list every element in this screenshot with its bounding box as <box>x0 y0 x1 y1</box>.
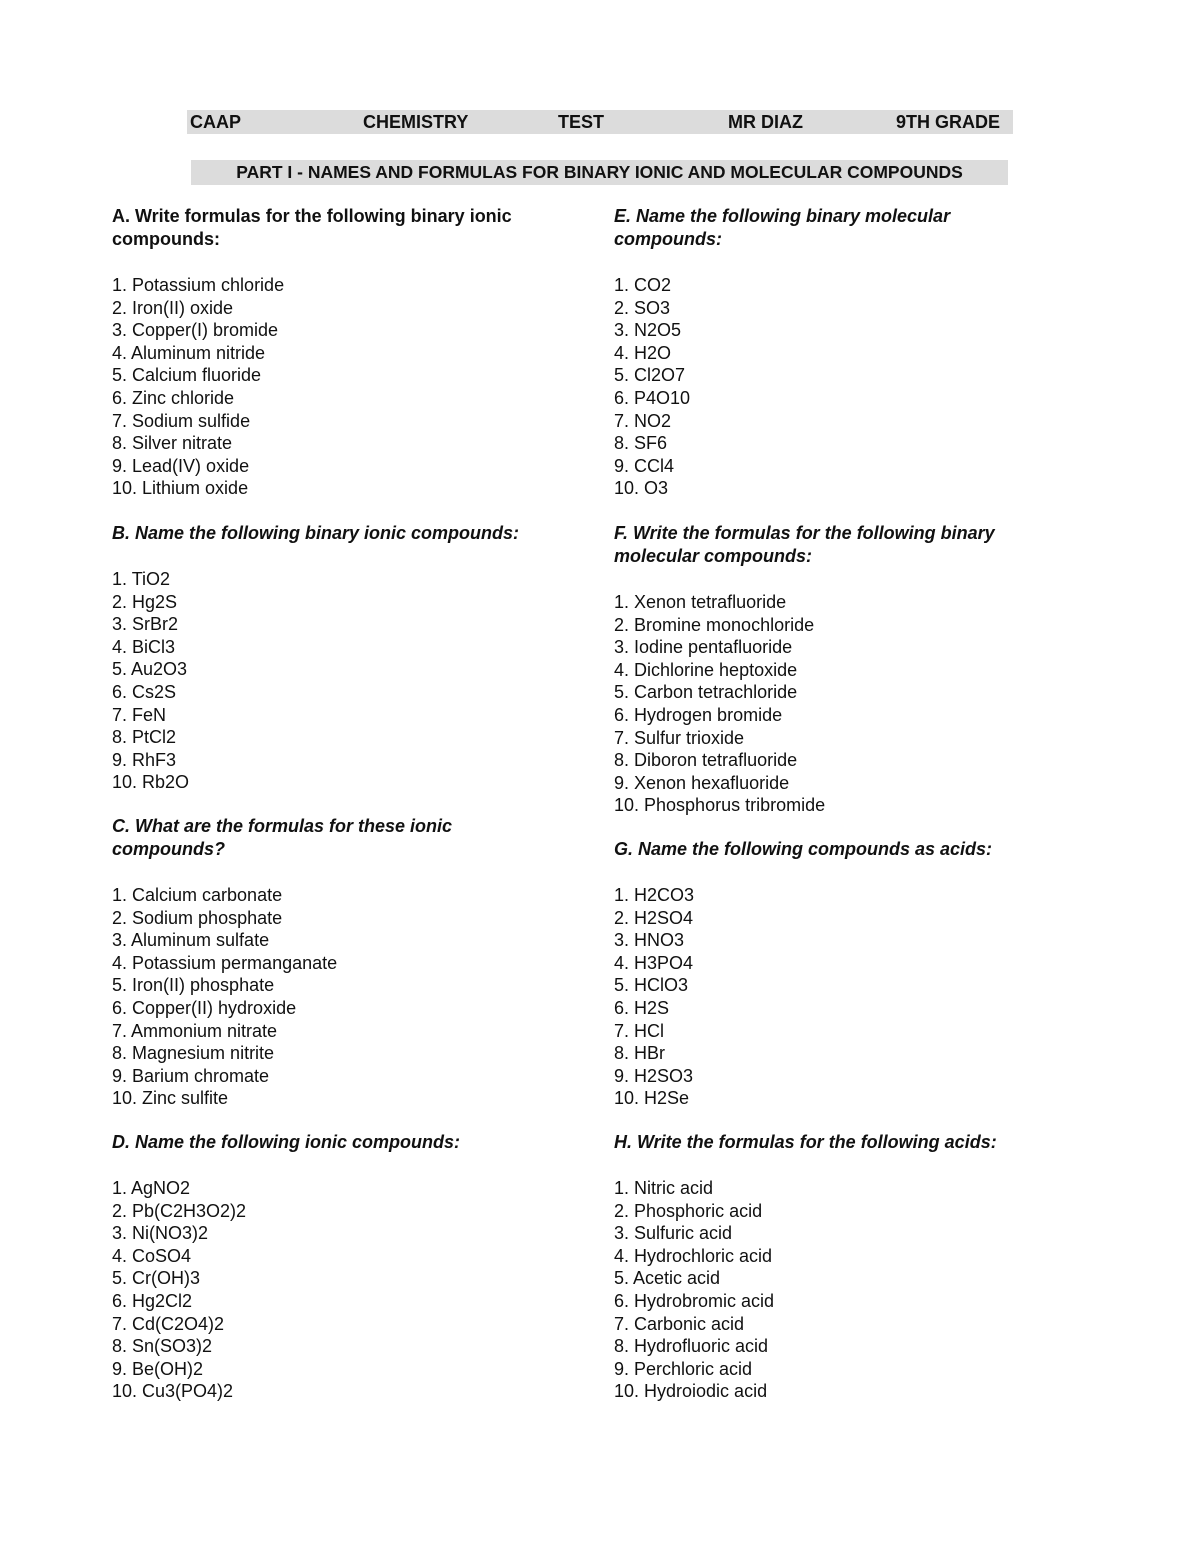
list-item: 10. Phosphorus tribromide <box>614 795 826 816</box>
list-item: 4. H2O <box>614 342 672 363</box>
list-item: 8. Magnesium nitrite <box>112 1043 275 1064</box>
list-item: 8. Diboron tetrafluoride <box>614 750 798 771</box>
list-item: 10. Zinc sulfite <box>112 1088 229 1109</box>
header-type: TEST <box>558 112 605 132</box>
list-item: 1. Potassium chloride <box>112 275 285 295</box>
list-item: 10. Hydroiodic acid <box>614 1381 768 1402</box>
section-e <box>614 205 1054 500</box>
list-item: 10. H2Se <box>614 1088 690 1109</box>
list-item: 7. HCl <box>614 1020 665 1041</box>
list-item: 9. RhF3 <box>112 749 177 770</box>
list-item: 8. HBr <box>614 1043 666 1064</box>
list-item: 1. CO2 <box>614 275 672 295</box>
list-item: 5. Carbon tetrachloride <box>614 682 798 703</box>
list-item: 4. Potassium permanganate <box>112 952 338 973</box>
list-item: 10. Rb2O <box>112 772 190 793</box>
list-item: 9. CCl4 <box>614 455 675 476</box>
section-g-title: G. Name the following compounds as acids: <box>614 839 993 859</box>
list-item: 8. Silver nitrate <box>112 433 233 454</box>
list-item: 1. H2CO3 <box>614 885 695 905</box>
section-g <box>614 838 1054 1110</box>
section-f <box>614 522 1054 817</box>
section-f-list <box>614 591 1054 817</box>
list-item: 9. Barium chromate <box>112 1065 270 1086</box>
list-item: 6. H2S <box>614 997 670 1018</box>
list-item: 6. Hydrogen bromide <box>614 704 783 725</box>
list-item: 5. Acetic acid <box>614 1268 721 1289</box>
section-a <box>112 205 552 500</box>
section-c-list <box>112 884 552 1110</box>
section-h <box>614 1131 1054 1403</box>
list-item: 3. SrBr2 <box>112 614 179 635</box>
list-item: 1. AgNO2 <box>112 1178 191 1198</box>
list-item: 6. Copper(II) hydroxide <box>112 997 297 1018</box>
list-item: 9. Lead(IV) oxide <box>112 455 250 476</box>
list-item: 9. Perchloric acid <box>614 1358 753 1379</box>
list-item: 4. Aluminum nitride <box>112 342 266 363</box>
list-item: 10. Lithium oxide <box>112 478 249 499</box>
list-item: 3. Ni(NO3)2 <box>112 1223 209 1244</box>
list-item: 9. H2SO3 <box>614 1065 694 1086</box>
section-a-title: A. Write formulas for the following binary ionic compounds: <box>112 206 512 249</box>
list-item: 7. Sulfur trioxide <box>614 727 745 748</box>
section-f-title: F. Write the formulas for the following binary molecular compounds: <box>614 523 995 566</box>
list-item: 2. SO3 <box>614 297 671 318</box>
list-item: 6. Zinc chloride <box>112 387 235 408</box>
list-item: 7. Sodium sulfide <box>112 410 251 431</box>
list-item: 8. Sn(SO3)2 <box>112 1336 213 1357</box>
list-item: 6. Hg2Cl2 <box>112 1290 193 1311</box>
list-item: 7. FeN <box>112 704 167 725</box>
list-item: 1. Calcium carbonate <box>112 885 283 905</box>
list-item: 3. Copper(I) bromide <box>112 320 279 341</box>
list-item: 6. Cs2S <box>112 681 177 702</box>
list-item: 6. P4O10 <box>614 387 691 408</box>
list-item: 9. Xenon hexafluoride <box>614 772 790 793</box>
list-item: 10. O3 <box>614 478 669 499</box>
list-item: 2. Hg2S <box>112 591 178 612</box>
header-grade: 9TH GRADE <box>896 112 1001 132</box>
list-item: 8. Hydrofluoric acid <box>614 1336 769 1357</box>
part-title: PART I - NAMES AND FORMULAS FOR BINARY IONIC AND MOLECULAR COMPOUNDS <box>191 160 1008 185</box>
section-e-list <box>614 274 1054 500</box>
section-h-title: H. Write the formulas for the following acids: <box>614 1132 997 1152</box>
list-item: 2. Phosphoric acid <box>614 1200 763 1221</box>
list-item: 7. NO2 <box>614 410 672 431</box>
list-item: 9. Be(OH)2 <box>112 1358 204 1379</box>
list-item: 5. Au2O3 <box>112 659 188 680</box>
section-c-title: C. What are the formulas for these ionic compounds? <box>112 816 453 859</box>
section-h-list <box>614 1177 1054 1403</box>
header-subject: CHEMISTRY <box>363 112 469 132</box>
list-item: 7. Carbonic acid <box>614 1313 745 1334</box>
list-item: 3. N2O5 <box>614 320 682 341</box>
list-item: 4. Dichlorine heptoxide <box>614 659 798 680</box>
section-b-title: B. Name the following binary ionic compounds: <box>112 523 520 543</box>
header-course: CAAP <box>190 112 242 132</box>
list-item: 7. Ammonium nitrate <box>112 1020 278 1041</box>
list-item: 10. Cu3(PO4)2 <box>112 1381 234 1402</box>
section-c <box>112 815 552 1110</box>
list-item: 4. BiCl3 <box>112 636 176 657</box>
list-item: 1. Nitric acid <box>614 1178 714 1198</box>
list-item: 5. Cl2O7 <box>614 365 686 386</box>
list-item: 2. Bromine monochloride <box>614 614 815 635</box>
list-item: 6. Hydrobromic acid <box>614 1290 775 1311</box>
section-g-list <box>614 884 1054 1110</box>
list-item: 4. Hydrochloric acid <box>614 1245 773 1266</box>
section-e-title: E. Name the following binary molecular compounds: <box>614 206 951 249</box>
list-item: 2. Iron(II) oxide <box>112 297 234 318</box>
list-item: 4. CoSO4 <box>112 1245 192 1266</box>
list-item: 2. Sodium phosphate <box>112 907 283 928</box>
list-item: 5. HClO3 <box>614 975 689 996</box>
section-a-list <box>112 274 552 500</box>
section-d-list <box>112 1177 552 1403</box>
list-item: 5. Calcium fluoride <box>112 365 262 386</box>
list-item: 2. Pb(C2H3O2)2 <box>112 1200 247 1221</box>
list-item: 5. Iron(II) phosphate <box>112 975 275 996</box>
section-d <box>112 1131 552 1403</box>
list-item: 3. Iodine pentafluoride <box>614 637 793 658</box>
list-item: 4. H3PO4 <box>614 952 694 973</box>
list-item: 5. Cr(OH)3 <box>112 1268 201 1289</box>
list-item: 8. PtCl2 <box>112 727 177 748</box>
list-item: 3. HNO3 <box>614 930 685 951</box>
section-b <box>112 522 552 794</box>
list-item: 1. TiO2 <box>112 569 171 589</box>
list-item: 2. H2SO4 <box>614 907 694 928</box>
section-d-title: D. Name the following ionic compounds: <box>112 1132 461 1152</box>
list-item: 1. Xenon tetrafluoride <box>614 592 787 612</box>
header-teacher: MR DIAZ <box>728 112 803 132</box>
list-item: 7. Cd(C2O4)2 <box>112 1313 225 1334</box>
test-header-bar <box>187 110 1013 134</box>
list-item: 8. SF6 <box>614 433 668 454</box>
list-item: 3. Aluminum sulfate <box>112 930 270 951</box>
list-item: 3. Sulfuric acid <box>614 1223 733 1244</box>
section-b-list <box>112 568 552 794</box>
